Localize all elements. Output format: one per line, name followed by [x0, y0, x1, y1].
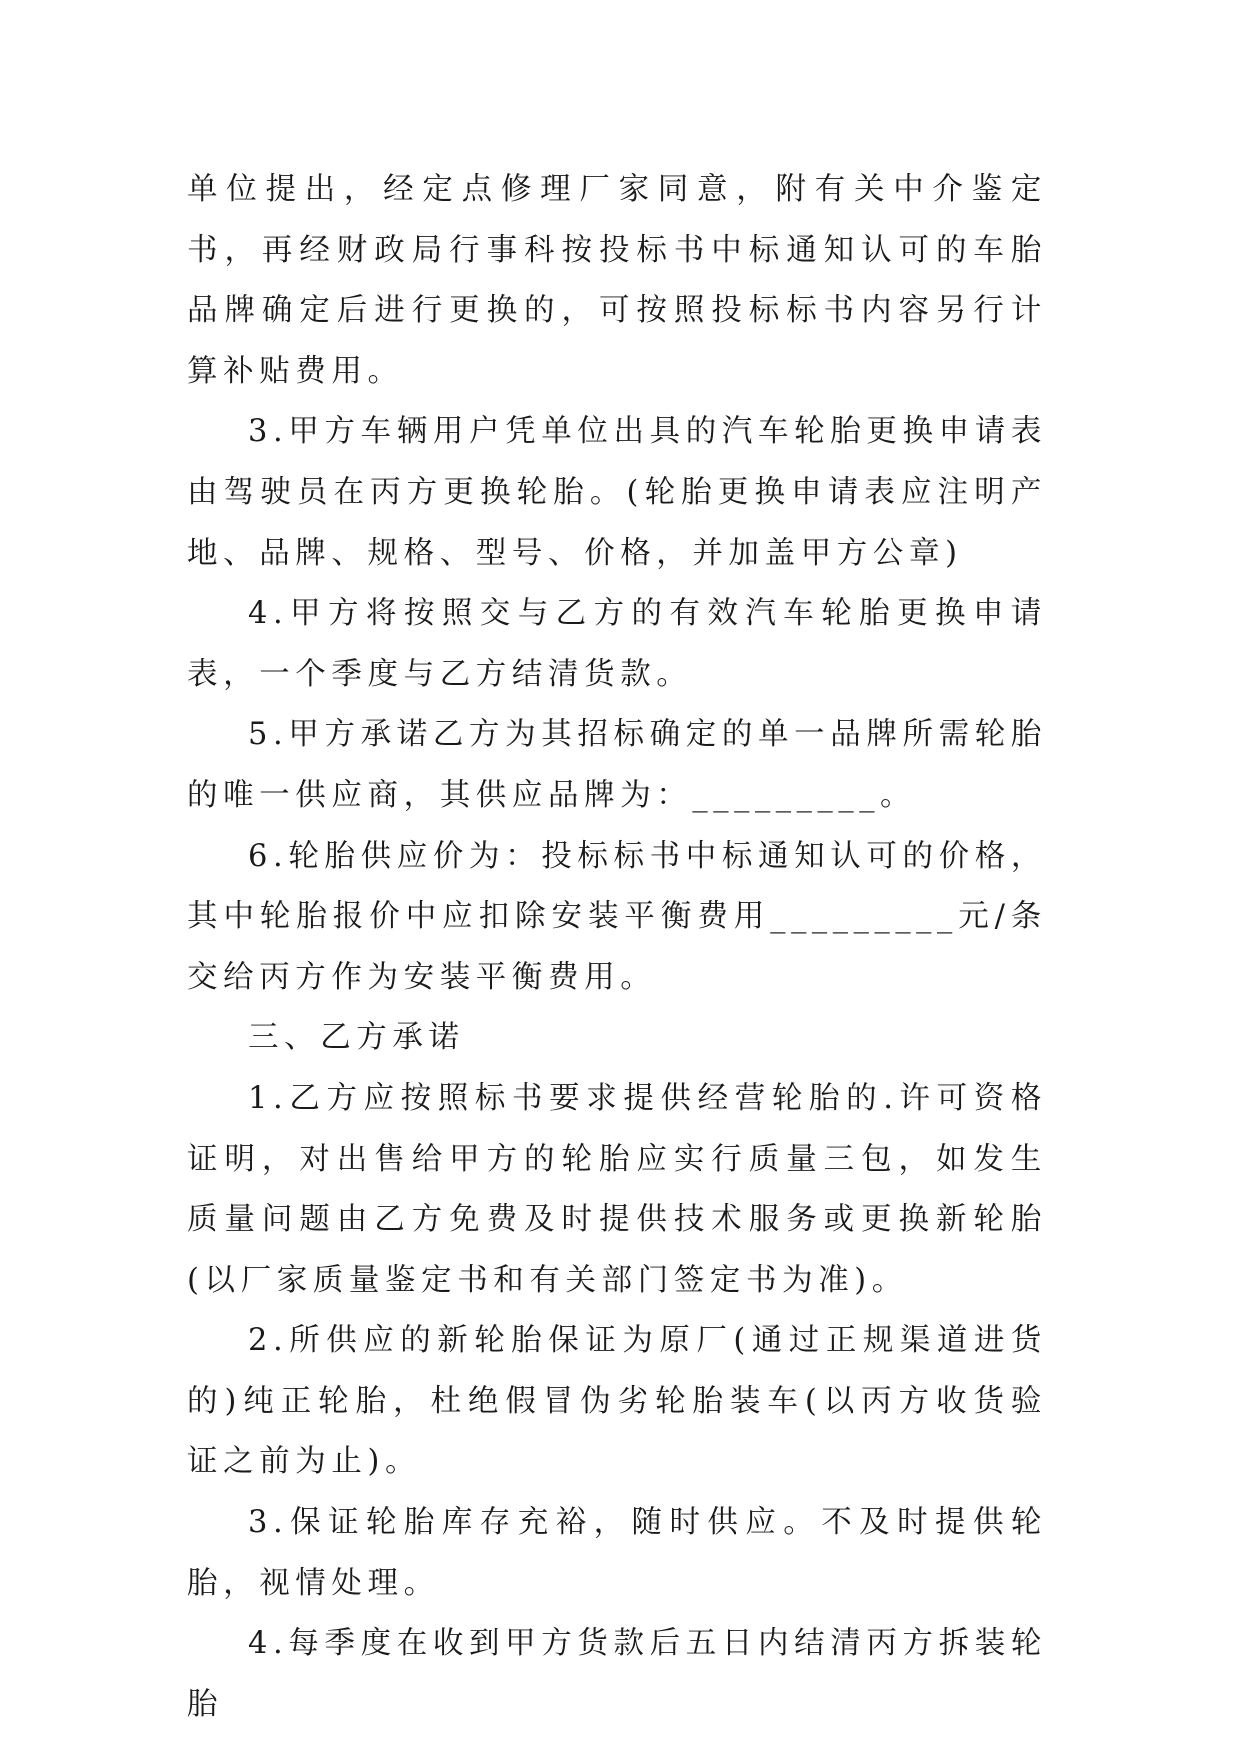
paragraph-continuation: 单位提出，经定点修理厂家同意，附有关中介鉴定书，再经财政局行事科按投标书中标通知认可的车胎品牌确定后进行更换的，可按照投标标书内容另行计算补贴费用。	[187, 172, 1047, 389]
paragraph-clause-2-3: 3.甲方车辆用户凭单位出具的汽车轮胎更换申请表由驾驶员在丙方更换轮胎。(轮胎更换申请表应注明产地、品牌、规格、型号、价格，并加盖甲方公章)	[187, 414, 1047, 571]
paragraph-clause-3-1: 1.乙方应按照标书要求提供经营轮胎的.许可资格证明，对出售给甲方的轮胎应实行质量三包，如发生质量问题由乙方免费及时提供技术服务或更换新轮胎(以厂家质量鉴定书和有关部门签定书为准)。	[187, 1080, 1047, 1298]
section-heading-party-b: 三、乙方承诺	[248, 1020, 465, 1056]
paragraph-clause-3-2: 2.所供应的新轮胎保证为原厂(通过正规渠道进货的)纯正轮胎，杜绝假冒伪劣轮胎装车(以丙方收货验证之前为止)。	[187, 1323, 1047, 1480]
paragraph-clause-3-4: 4.每季度在收到甲方货款后五日内结清丙方拆装轮胎	[187, 1626, 1047, 1722]
paragraph-clause-2-6: 6.轮胎供应价为：投标标书中标通知认可的价格，其中轮胎报价中应扣除安装平衡费用_________元/条交给丙方作为安装平衡费用。	[187, 838, 1047, 995]
document-body	[187, 160, 1047, 1735]
paragraph-clause-2-5: 5.甲方承诺乙方为其招标确定的单一品牌所需轮胎的唯一供应商，其供应品牌为：_________。	[187, 717, 1047, 813]
paragraph-clause-3-3: 3.保证轮胎库存充裕，随时供应。不及时提供轮胎，视情处理。	[187, 1505, 1047, 1601]
paragraph-clause-2-4: 4.甲方将按照交与乙方的有效汽车轮胎更换申请表，一个季度与乙方结清货款。	[187, 596, 1047, 692]
